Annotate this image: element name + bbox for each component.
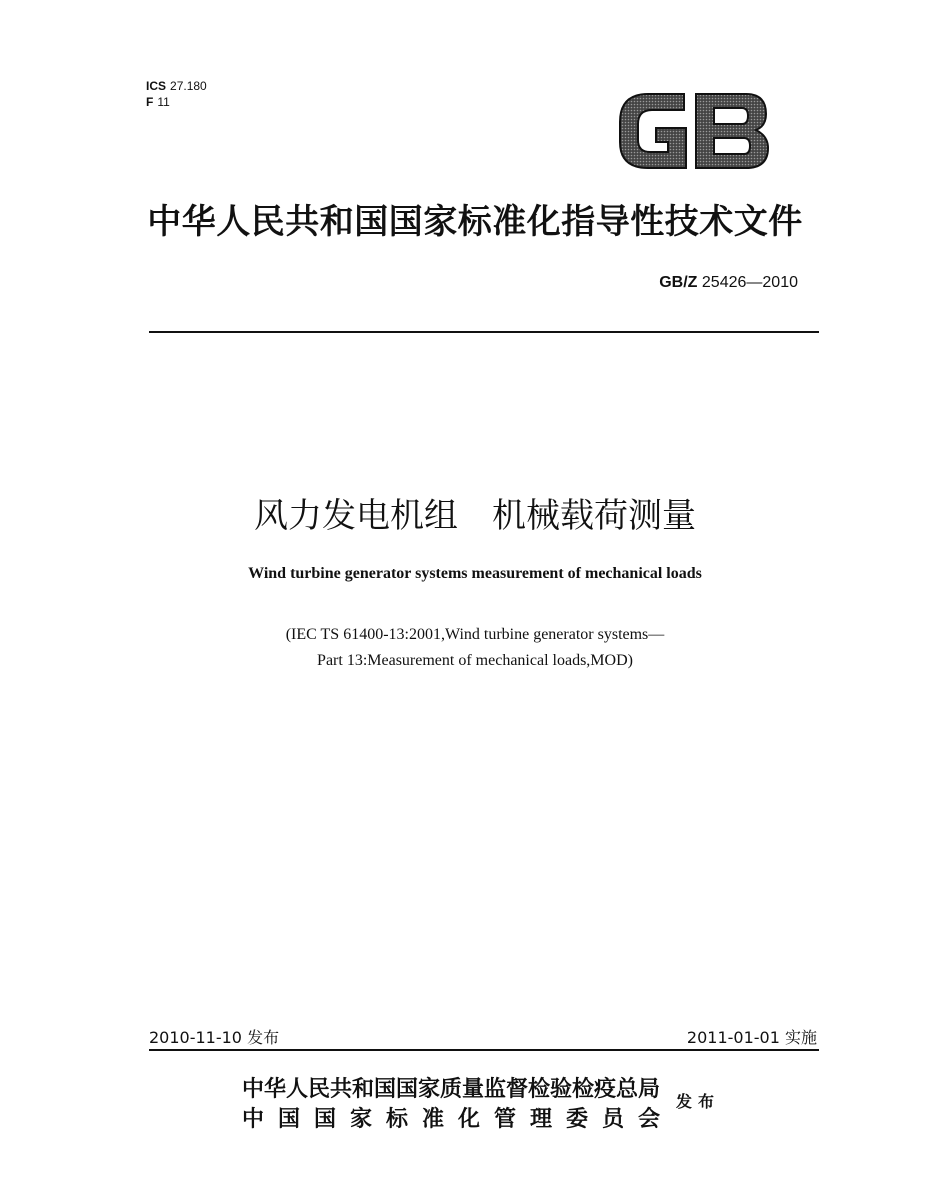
ccs-code: [146, 94, 207, 110]
issuer-aqsiq: 中华人民共和国国家质量监督检验检疫总局: [242, 1077, 661, 1102]
gb-logo-icon: [612, 88, 772, 174]
iec-reference: [0, 622, 950, 674]
document-type-heading: 中华人民共和国国家标准化指导性技术文件: [147, 202, 803, 242]
standard-prefix: GB/Z: [659, 274, 698, 291]
ics-value: 27.180: [170, 79, 207, 93]
ics-code: [146, 78, 207, 94]
title-english: Wind turbine generator systems measurement of mechanical loads: [248, 565, 702, 582]
issuer-sac: 中 国 国 家 标 准 化 管 理 委 员 会: [242, 1107, 660, 1132]
publish-label: 发布: [676, 1092, 721, 1111]
title-chinese: 风力发电机组 机械载荷测量: [254, 496, 696, 536]
ccs-label: F: [146, 95, 154, 109]
classification-codes: [146, 78, 207, 110]
standard-number: [659, 274, 798, 292]
ccs-value: 11: [157, 95, 170, 109]
standard-code: 25426—2010: [701, 274, 798, 291]
issue-date: 2010-11-10 发布: [149, 1028, 280, 1047]
top-divider: [149, 331, 819, 333]
bottom-divider: [149, 1049, 819, 1051]
iec-reference-line1: (IEC TS 61400-13:2001,Wind turbine generator systems—: [285, 626, 665, 643]
iec-reference-line2: Part 13:Measurement of mechanical loads,MOD): [317, 652, 633, 669]
implementation-date: 2011-01-01 实施: [686, 1028, 817, 1047]
ics-label: ICS: [146, 79, 167, 93]
